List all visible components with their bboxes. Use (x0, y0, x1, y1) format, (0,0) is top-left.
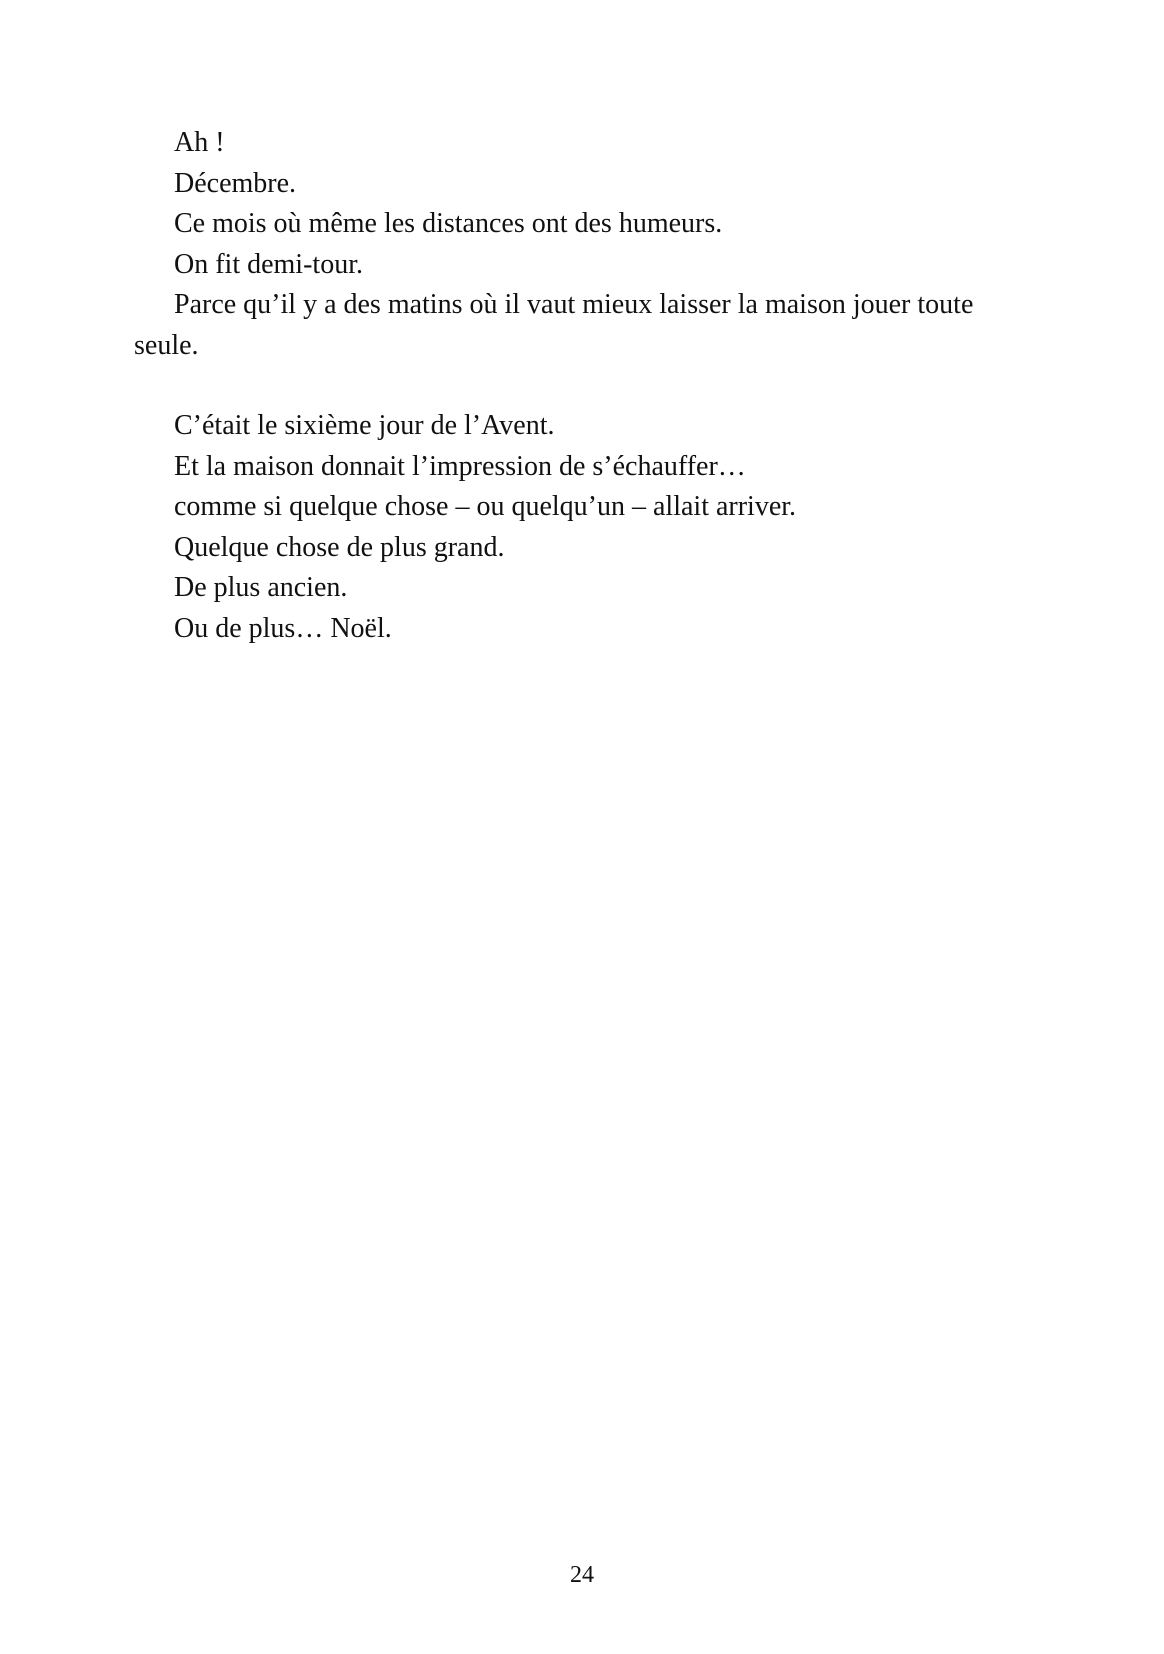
paragraph: Et la maison donnait l’impression de s’échauffer… (174, 450, 746, 482)
paragraph: On fit demi-tour. (174, 248, 363, 280)
body-text (134, 123, 1004, 649)
paragraph: Ah ! (174, 127, 225, 158)
paragraph: Parce qu’il y a des matins où il vaut mieux laisser la maison jouer toute seule. (134, 289, 974, 361)
paragraph: De plus ancien. (174, 572, 348, 603)
paragraph: Ce mois où même les distances ont des humeurs. (174, 208, 723, 239)
paragraph: Décembre. (174, 167, 297, 199)
paragraph: Ou de plus… Noël. (174, 612, 392, 644)
paragraph: Quelque chose de plus grand. (174, 531, 505, 563)
paragraph: C’était le sixième jour de l’Avent. (174, 410, 555, 441)
page-number: 24 (570, 1562, 594, 1588)
paragraph: comme si quelque chose – ou quelqu’un – allait arriver. (174, 491, 797, 522)
section-gap (134, 366, 1004, 406)
